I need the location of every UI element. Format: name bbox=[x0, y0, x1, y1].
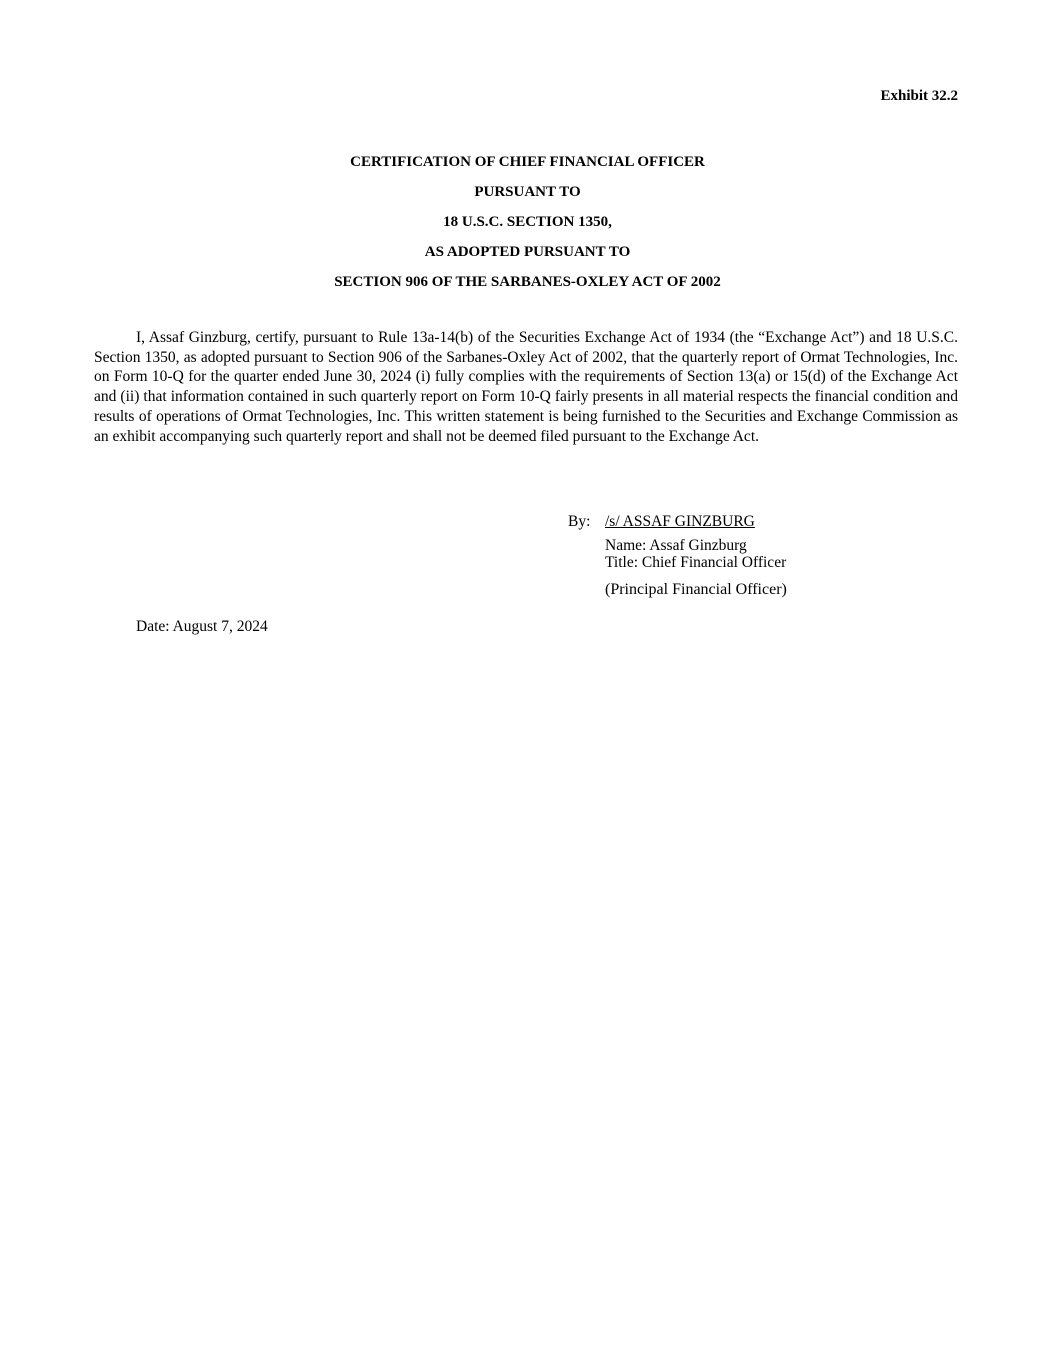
signer-name: Name: Assaf Ginzburg bbox=[605, 537, 747, 554]
certification-heading bbox=[0, 147, 1055, 297]
signer-role: (Principal Financial Officer) bbox=[605, 581, 787, 598]
heading-line-sarbanes-oxley: SECTION 906 OF THE SARBANES-OXLEY ACT OF 2002 bbox=[334, 274, 721, 290]
signer-title: Title: Chief Financial Officer bbox=[605, 554, 787, 571]
signature-line: /s/ ASSAF GINZBURG bbox=[605, 513, 755, 530]
heading-line-title: CERTIFICATION OF CHIEF FINANCIAL OFFICER bbox=[350, 154, 705, 170]
signature-date: Date: August 7, 2024 bbox=[136, 618, 268, 635]
heading-line-pursuant: PURSUANT TO bbox=[474, 184, 581, 200]
certification-paragraph: I, Assaf Ginzburg, certify, pursuant to Rule 13a-14(b) of the Securities Exchange Act of 1934 (the “Exchange Act”) and 18 U.S.C. Section 1350, as adopted pursuant to Section 906 of the Sarbanes-Oxley Act of 2002, that the quarterly report of Ormat Technologies, Inc. on Form 10-Q for the quarter ended June 30, 2024 (i) fully complies with the requirements of Section 13(a) or 15(d) of the Exchange Act and (ii) that information contained in such quarterly report on Form 10-Q fairly presents in all material respects the financial condition and results of operations of Ormat Technologies, Inc. This written statement is being furnished to the Securities and Exchange Commission as an exhibit accompanying such quarterly report and shall not be deemed filed pursuant to the Exchange Act. bbox=[94, 329, 958, 445]
exhibit-label: Exhibit 32.2 bbox=[880, 88, 958, 104]
signature-by-label: By: bbox=[568, 513, 591, 530]
heading-line-usc-section: 18 U.S.C. SECTION 1350, bbox=[443, 214, 612, 230]
heading-line-adopted: AS ADOPTED PURSUANT TO bbox=[424, 244, 631, 260]
